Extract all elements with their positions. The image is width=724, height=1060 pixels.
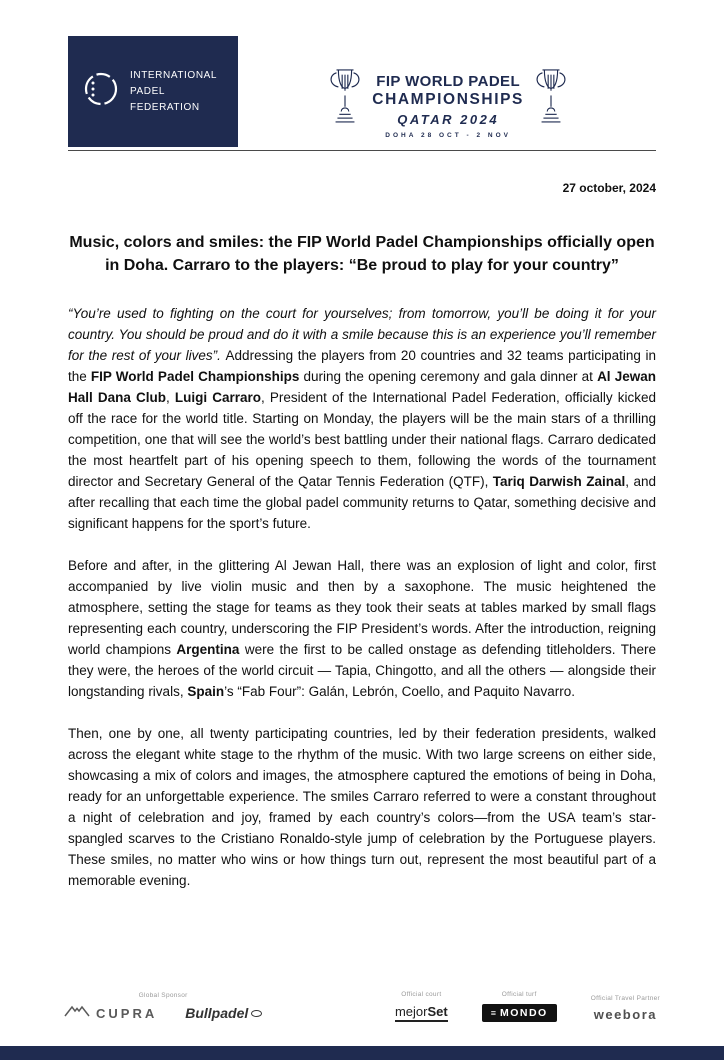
bullpadel-logo-text: Bullpadel xyxy=(185,1005,249,1021)
mondo-logo-text: MONDO xyxy=(499,1007,548,1019)
ipf-logo-text xyxy=(130,68,217,116)
fip-logo-doha-dates: DOHA 28 OCT - 2 NOV xyxy=(385,131,512,139)
ipf-logo-line: FEDERATION xyxy=(130,101,200,113)
sponsor-label-turf: Official turf xyxy=(501,991,537,998)
fip-logo-qatar-2024: QATAR 2024 xyxy=(397,111,500,127)
paragraph: Before and after, in the glittering Al Jewan Hall, there was an explosion of light and color, first accompanied by live violin music and then by a saxophone. The music heightened the atmosphere, setting the stage for teams as they took their seats at tables marked by small flags representing each country, underscoring the FIP President’s words. After the introduction, reigning world champions Argentina were the first to be called onstage as defending titleholders. There they were, the heroes of the world circuit — Tapia, Chingotto, and all the others — alongside their longstanding rivals, Spain’s “Fab Four”: Galán, Lebrón, Coello, and Paquito Navarro. xyxy=(68,558,657,700)
trophy-icon xyxy=(534,66,568,145)
trophy-icon xyxy=(328,66,362,145)
sponsor-group-court xyxy=(395,991,448,1022)
mejorset-logo-text-regular: mejor xyxy=(394,1004,428,1019)
mejorset-logo-text-bold: Set xyxy=(427,1004,448,1019)
sponsor-group-travel xyxy=(591,995,660,1022)
cupra-emblem-icon xyxy=(64,1004,90,1022)
footer-right-groups xyxy=(395,991,660,1022)
cupra-logo xyxy=(64,1004,157,1022)
mondo-bars-icon: ≡ xyxy=(490,1008,496,1018)
mondo-logo xyxy=(482,1004,557,1022)
cupra-logo-text: CUPRA xyxy=(96,1005,158,1021)
bullpadel-logo xyxy=(185,1005,262,1021)
weebora-logo: weebora xyxy=(593,1007,657,1022)
mejorset-logo xyxy=(395,1004,448,1022)
document-header xyxy=(68,36,656,151)
fip-logo-text xyxy=(372,73,524,139)
padel-racket-icon xyxy=(80,67,120,116)
ipf-logo-line: PADEL xyxy=(130,85,166,97)
sponsor-group-turf xyxy=(482,991,557,1022)
sponsor-label-travel: Official Travel Partner xyxy=(590,995,660,1002)
fip-logo-line2: CHAMPIONSHIPS xyxy=(372,90,524,108)
ipf-logo-line: INTERNATIONAL xyxy=(130,69,218,81)
ipf-logo xyxy=(68,36,238,147)
document-date: 27 october, 2024 xyxy=(562,181,656,195)
fip-logo-line1: FIP WORLD PADEL xyxy=(376,72,521,90)
bullpadel-oval-icon xyxy=(251,1010,262,1017)
paragraph: “You’re used to fighting on the court for yourselves; from tomorrow, you’ll be doing it for your country. You should be proud and do it with a smile because this is an experience you’ll remember for the rest of your lives”. Addressing the players from 20 countries and 32 teams participating in the FIP World Padel Championships during the opening ceremony and gala dinner at Al Jewan Hall Dana Club, Luigi Carraro, President of the International Padel Federation, officially kicked off the race for the world title. Starting on Monday, the players will be the main stars of a thrilling competition, one that will see the world’s best battling under their national flags. Carraro dedicated the most heartfelt part of his opening speech to them, following the words of the tournament director and Secretary General of the Qatar Tennis Federation (QTF), Tariq Darwish Zainal, and after recalling that each time the global padel community returns to Qatar, something decisive and significant happens for the sport’s future. xyxy=(68,306,656,532)
page-title: Music, colors and smiles: the FIP World Padel Championships officially open in Doha. Carraro to the players: “Be proud to play for your country” xyxy=(69,234,655,275)
bottom-navy-bar xyxy=(0,1046,724,1060)
sponsor-group-global xyxy=(64,992,262,1022)
sponsor-label-court: Official court xyxy=(401,991,442,998)
article-body xyxy=(68,303,656,891)
paragraph: Then, one by one, all twenty participating countries, led by their federation presidents, walked across the elegant white stage to the rhythm of the music. With two large screens on either side, showcasing a mix of colors and images, the atmosphere captured the emotions of being in Doha, ready for an unforgettable experience. The smiles Carraro referred to were a constant throughout a night of celebration and joy, framed by each country’s colors—from the USA team’s star-spangled scarves to the Cristiano Ronaldo-style jump of celebration by the Portuguese players. These smiles, no matter who wins or how things turn out, represent the most beautiful part of a memorable evening. xyxy=(68,726,656,889)
sponsor-footer xyxy=(0,991,724,1022)
fip-championships-logo xyxy=(328,66,568,145)
sponsor-label-global: Global Sponsor xyxy=(138,992,188,999)
